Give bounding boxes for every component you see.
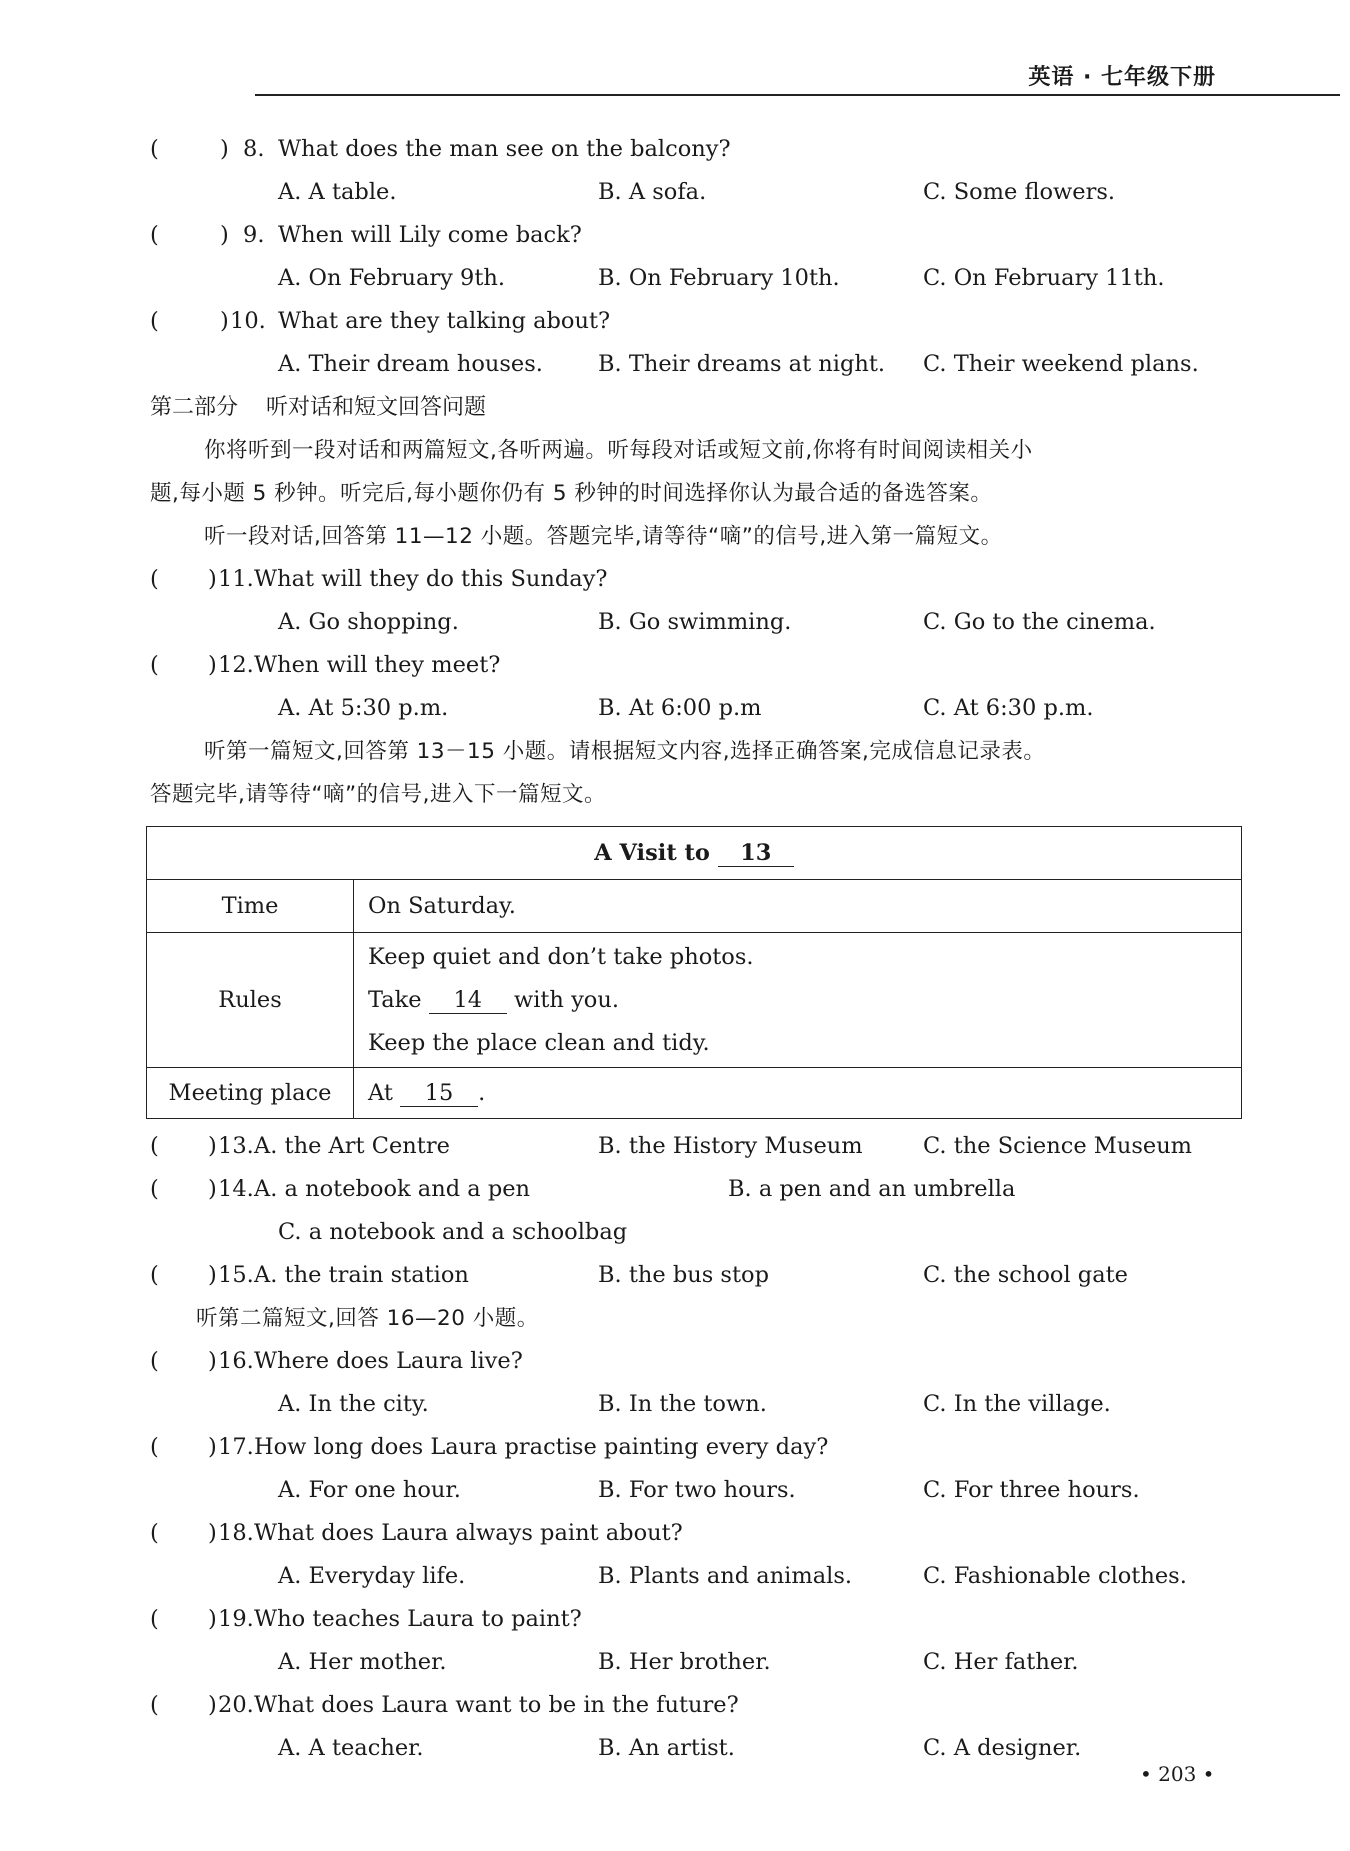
options-9 xyxy=(150,257,1260,300)
answer-paren-close: ) xyxy=(208,1133,217,1159)
rule-text: with you. xyxy=(513,986,619,1013)
question-text: What are they talking about? xyxy=(278,308,611,334)
question-18 xyxy=(150,1512,1260,1555)
answer-paren-close: ) xyxy=(208,1520,217,1546)
question-text: How long does Laura practise painting every day? xyxy=(254,1434,829,1460)
option-b: B. On February 10th. xyxy=(598,265,840,291)
options-18 xyxy=(150,1555,1260,1598)
question-text: What does the man see on the balcony? xyxy=(278,136,731,162)
option-c: C. Their weekend plans. xyxy=(923,351,1199,377)
question-text: When will they meet? xyxy=(254,652,501,678)
dialogue-instruction: 听一段对话,回答第 11—12 小题。答题完毕,请等待“嘀”的信号,进入第一篇短文。 xyxy=(204,524,1003,549)
option-c: C. Her father. xyxy=(923,1649,1079,1675)
option-b: B. In the town. xyxy=(598,1391,767,1417)
time-label: Time xyxy=(147,880,354,933)
rule-line: Keep quiet and don’t take photos. xyxy=(368,943,754,970)
option-b: B. For two hours. xyxy=(598,1477,796,1503)
option-b: B. the bus stop xyxy=(598,1262,769,1288)
options-16 xyxy=(150,1383,1260,1426)
answer-paren-open: ( xyxy=(150,1262,159,1288)
rules-label: Rules xyxy=(147,933,354,1068)
option-a: A. Their dream houses. xyxy=(278,351,543,377)
option-a: A. Everyday life. xyxy=(278,1563,466,1589)
options-11 xyxy=(150,601,1260,644)
option-a: A. A teacher. xyxy=(278,1735,424,1761)
question-text: What does Laura want to be in the future? xyxy=(254,1692,739,1718)
info-record-table xyxy=(146,826,1242,1119)
question-text: Who teaches Laura to paint? xyxy=(254,1606,582,1632)
question-16 xyxy=(150,1340,1260,1383)
answer-paren-close: ) xyxy=(220,308,229,334)
meeting-value xyxy=(354,1068,1242,1119)
option-c: C. Go to the cinema. xyxy=(923,609,1156,635)
page-header xyxy=(0,56,1340,96)
option-c: C. At 6:30 p.m. xyxy=(923,695,1094,721)
instruction-line: 题,每小题 5 秒钟。听完后,每小题你仍有 5 秒钟的时间选择你认为最合适的备选答案。 xyxy=(150,481,993,506)
option-c: C. For three hours. xyxy=(923,1477,1140,1503)
table-title-text: A Visit to xyxy=(594,839,710,866)
option-b: B. the History Museum xyxy=(598,1133,863,1159)
option-b: B. Her brother. xyxy=(598,1649,771,1675)
answer-paren-close: ) xyxy=(208,1692,217,1718)
question-number: 9. xyxy=(243,222,265,248)
options-14 xyxy=(150,1211,1260,1254)
question-17 xyxy=(150,1426,1260,1469)
instruction-line: 你将听到一段对话和两篇短文,各听两遍。听每段对话或短文前,你将有时间阅读相关小 xyxy=(204,438,1033,463)
rule-line: Keep the place clean and tidy. xyxy=(368,1029,710,1056)
option-a: A. At 5:30 p.m. xyxy=(278,695,449,721)
rule-text: Take xyxy=(368,986,422,1013)
question-number: 13. xyxy=(218,1133,254,1159)
passage1-instruction: 听第一篇短文,回答第 13－15 小题。请根据短文内容,选择正确答案,完成信息记录表。 xyxy=(204,739,1046,764)
question-text: Where does Laura live? xyxy=(254,1348,523,1374)
option-a: A. the train station xyxy=(254,1262,469,1288)
answer-paren-open: ( xyxy=(150,1348,159,1374)
option-c: C. On February 11th. xyxy=(923,265,1165,291)
question-15 xyxy=(150,1254,1260,1297)
question-12 xyxy=(150,644,1260,687)
option-c: C. Some flowers. xyxy=(923,179,1116,205)
answer-paren-close: ) xyxy=(208,1348,217,1374)
passage1-instruction: 答题完毕,请等待“嘀”的信号,进入下一篇短文。 xyxy=(150,782,606,807)
answer-paren-close: ) xyxy=(208,1176,217,1202)
options-12 xyxy=(150,687,1260,730)
answer-paren-close: ) xyxy=(208,566,217,592)
meeting-label: Meeting place xyxy=(147,1068,354,1119)
meeting-period: . xyxy=(478,1079,486,1106)
options-20 xyxy=(150,1727,1260,1770)
passage2-instruction: 听第二篇短文,回答 16—20 小题。 xyxy=(196,1306,539,1331)
option-c: C. Fashionable clothes. xyxy=(923,1563,1187,1589)
question-text: What will they do this Sunday? xyxy=(254,566,608,592)
section-title xyxy=(150,386,1260,429)
answer-paren-open: ( xyxy=(150,136,159,162)
answer-paren-close: ) xyxy=(208,1606,217,1632)
answer-paren-close: ) xyxy=(208,1262,217,1288)
question-text: What does Laura always paint about? xyxy=(254,1520,683,1546)
question-11 xyxy=(150,558,1260,601)
option-a: A. Her mother. xyxy=(278,1649,447,1675)
option-a: A. a notebook and a pen xyxy=(254,1176,531,1202)
option-c: C. A designer. xyxy=(923,1735,1082,1761)
question-number: 20. xyxy=(218,1692,254,1718)
answer-paren-open: ( xyxy=(150,1133,159,1159)
question-number: 16. xyxy=(218,1348,254,1374)
answer-paren-open: ( xyxy=(150,1692,159,1718)
table-title xyxy=(147,827,1242,880)
option-b: B. a pen and an umbrella xyxy=(728,1176,1016,1202)
question-number: 12. xyxy=(218,652,254,678)
page-number: • 203 • xyxy=(1140,1762,1215,1786)
answer-paren-open: ( xyxy=(150,222,159,248)
option-a: A. the Art Centre xyxy=(254,1133,450,1159)
question-number: 14. xyxy=(218,1176,254,1202)
option-c: C. the Science Museum xyxy=(923,1133,1193,1159)
question-19 xyxy=(150,1598,1260,1641)
question-number: 11. xyxy=(218,566,254,592)
options-19 xyxy=(150,1641,1260,1684)
question-number: 8. xyxy=(243,136,265,162)
option-b: B. Go swimming. xyxy=(598,609,792,635)
section-heading: 第二部分 xyxy=(150,395,239,420)
option-b: B. An artist. xyxy=(598,1735,735,1761)
question-8 xyxy=(150,128,1260,171)
option-c: C. the school gate xyxy=(923,1262,1128,1288)
question-14 xyxy=(150,1168,1260,1211)
blank-13: 13 xyxy=(718,840,794,867)
option-a: A. A table. xyxy=(278,179,397,205)
answer-paren-open: ( xyxy=(150,652,159,678)
options-8 xyxy=(150,171,1260,214)
option-b: B. At 6:00 p.m xyxy=(598,695,762,721)
header-rule xyxy=(255,94,1340,96)
book-title: 英语 · 七年级下册 xyxy=(1028,65,1216,90)
answer-paren-open: ( xyxy=(150,308,159,334)
answer-paren-close: ) xyxy=(208,652,217,678)
question-10 xyxy=(150,300,1260,343)
question-number: 18. xyxy=(218,1520,254,1546)
rule-line xyxy=(368,979,1227,1022)
answer-paren-close: ) xyxy=(208,1434,217,1460)
rules-cell xyxy=(354,933,1242,1068)
answer-paren-open: ( xyxy=(150,1606,159,1632)
answer-paren-close: ) xyxy=(220,136,229,162)
blank-15: 15 xyxy=(400,1080,478,1107)
answer-paren-open: ( xyxy=(150,1520,159,1546)
question-number: 17. xyxy=(218,1434,254,1460)
answer-paren-close: ) xyxy=(220,222,229,248)
blank-14: 14 xyxy=(429,987,507,1014)
answer-paren-open: ( xyxy=(150,1434,159,1460)
question-20 xyxy=(150,1684,1260,1727)
page-content xyxy=(150,128,1260,1770)
option-b: B. Plants and animals. xyxy=(598,1563,853,1589)
option-a: A. In the city. xyxy=(278,1391,429,1417)
option-a: A. Go shopping. xyxy=(278,609,459,635)
question-number: 15. xyxy=(218,1262,254,1288)
option-b: B. Their dreams at night. xyxy=(598,351,886,377)
question-number: 19. xyxy=(218,1606,254,1632)
option-a: A. On February 9th. xyxy=(278,265,506,291)
option-b: B. A sofa. xyxy=(598,179,707,205)
option-a: A. For one hour. xyxy=(278,1477,461,1503)
options-10 xyxy=(150,343,1260,386)
time-value: On Saturday. xyxy=(354,880,1242,933)
answer-paren-open: ( xyxy=(150,1176,159,1202)
answer-paren-open: ( xyxy=(150,566,159,592)
question-9 xyxy=(150,214,1260,257)
options-17 xyxy=(150,1469,1260,1512)
question-13 xyxy=(150,1125,1260,1168)
option-c: C. In the village. xyxy=(923,1391,1111,1417)
meeting-text: At xyxy=(368,1079,393,1106)
section-subheading: 听对话和短文回答问题 xyxy=(266,395,487,420)
option-c: C. a notebook and a schoolbag xyxy=(278,1219,628,1245)
question-number: 10. xyxy=(230,308,266,334)
question-text: When will Lily come back? xyxy=(278,222,582,248)
